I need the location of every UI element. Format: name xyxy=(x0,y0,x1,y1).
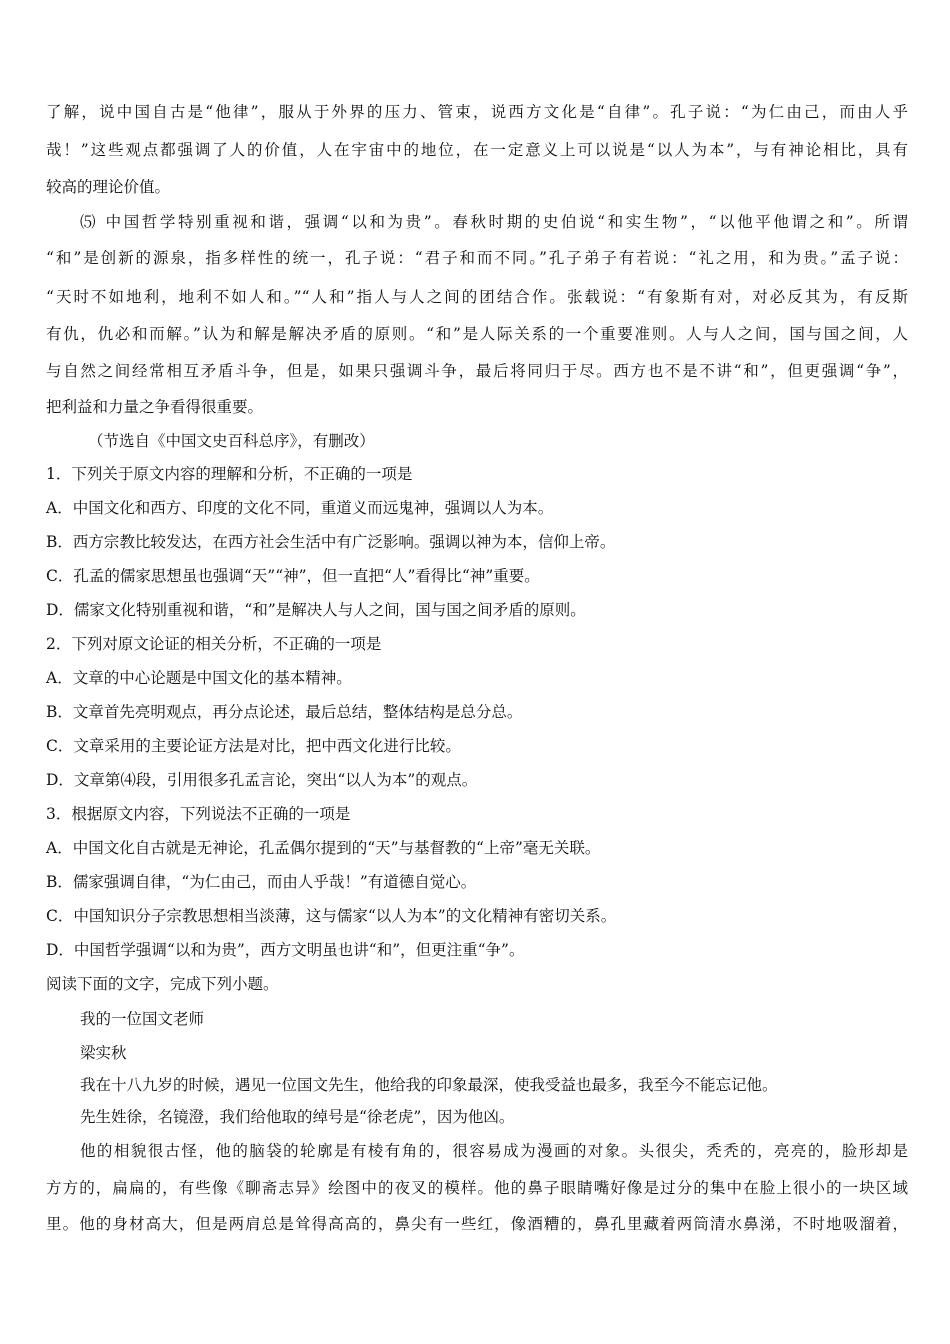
passage-line: “和”是创新的源泉，指多样性的统一，孔子说：“君子和而不同。”孔子弟子有若说：“礼之用，和为贵。”孟子说： xyxy=(46,249,908,267)
essay-paragraph: 先生姓徐，名镜澄，我们给他取的绰号是“徐老虎”，因为他凶。 xyxy=(80,1108,515,1126)
essay-paragraph: 我在十八九岁的时候，遇见一位国文先生，他给我的印象最深，使我受益也最多，我至今不能忘记他。 xyxy=(80,1076,778,1094)
question-option: A．文章的中心论题是中国文化的基本精神。 xyxy=(46,669,352,687)
question-option: B．西方宗教比较发达，在西方社会生活中有广泛影响。强调以神为本，信仰上帝。 xyxy=(46,533,616,551)
question-stem: 2．下列对原文论证的相关分析，不正确的一项是 xyxy=(46,635,382,653)
question-option: A．中国文化自古就是无神论，孔孟偶尔提到的“天”与基督教的“上帝”毫无关联。 xyxy=(46,839,601,857)
passage-line: “天时不如地利，地利不如人和。”“人和”指人与人之间的团结合作。张载说：“有象斯有对，对必反其为，有反斯 xyxy=(46,288,908,306)
passage-line: 哉！”这些观点都强调了人的价值，人在宇宙中的地位，在一定意义上可以说是“以人为本”，与有神论相比，具有 xyxy=(46,141,908,159)
question-option: D．文章第⑷段，引用很多孔孟言论，突出“以人为本”的观点。 xyxy=(46,771,478,789)
question-option: B．文章首先亮明观点，再分点论述，最后总结，整体结构是总分总。 xyxy=(46,703,523,721)
passage-line: 有仇，仇必和而解。”认为和解是解决矛盾的原则。“和”是人际关系的一个重要准则。人与人之间，国与国之间，人 xyxy=(46,325,908,343)
essay-line: 里。他的身材高大，但是两肩总是耸得高高的，鼻尖有一些红，像酒糟的，鼻孔里藏着两筒清水鼻涕，不时地吸溜着， xyxy=(46,1215,908,1233)
essay-title: 我的一位国文老师 xyxy=(80,1010,205,1028)
question-option: C．文章采用的主要论证方法是对比，把中西文化进行比较。 xyxy=(46,737,461,755)
reading-instruction: 阅读下面的文字，完成下列小题。 xyxy=(46,975,279,993)
essay-line: 他的相貌很古怪，他的脑袋的轮廓是有棱有角的，很容易成为漫画的对象。头很尖，秃秃的，亮亮的，脸形却是 xyxy=(80,1142,908,1160)
question-option: A．中国文化和西方、印度的文化不同，重道义而远鬼神，强调以人为本。 xyxy=(46,499,554,517)
passage-line: 了解，说中国自古是“他律”，服从于外界的压力、管束，说西方文化是“自律”。孔子说：“为仁由己，而由人乎 xyxy=(46,103,908,121)
question-option: D．中国哲学强调“以和为贵”，西方文明虽也讲“和”，但更注重“争”。 xyxy=(46,941,525,959)
essay-line: 方方的，扁扁的，有些像《聊斋志异》绘图中的夜叉的模样。他的鼻子眼睛嘴好像是过分的集中在脸上很小的一块区域 xyxy=(46,1179,908,1197)
question-option: D．儒家文化特别重视和谐，“和”是解决人与人之间，国与国之间矛盾的原则。 xyxy=(46,601,586,619)
passage-line: 与自然之间经常相互矛盾斗争，但是，如果只强调斗争，最后将同归于尽。西方也不是不讲“和”，但更强调“争”， xyxy=(46,362,908,380)
passage-line: 把利益和力量之争看得很重要。 xyxy=(46,398,264,416)
passage-line: 较高的理论价值。 xyxy=(46,178,171,196)
question-option: C．中国知识分子宗教思想相当淡薄，这与儒家“以人为本”的文化精神有密切关系。 xyxy=(46,907,617,925)
question-option: C．孔孟的儒家思想虽也强调“天”“神”，但一直把“人”看得比“神”重要。 xyxy=(46,567,540,585)
question-stem: 1．下列关于原文内容的理解和分析，不正确的一项是 xyxy=(46,465,413,483)
question-stem: 3．根据原文内容，下列说法不正确的一项是 xyxy=(46,805,351,823)
passage-line: ⑸ 中国哲学特别重视和谐，强调“以和为贵”。春秋时期的史伯说“和实生物”，“以他平他谓之和”。所谓 xyxy=(80,213,908,231)
essay-author: 梁实秋 xyxy=(80,1044,127,1062)
question-option: B．儒家强调自律，“为仁由己，而由人乎哉！”有道德自觉心。 xyxy=(46,873,477,891)
passage-source: （节选自《中国文史百科总序》，有删改） xyxy=(88,432,375,450)
